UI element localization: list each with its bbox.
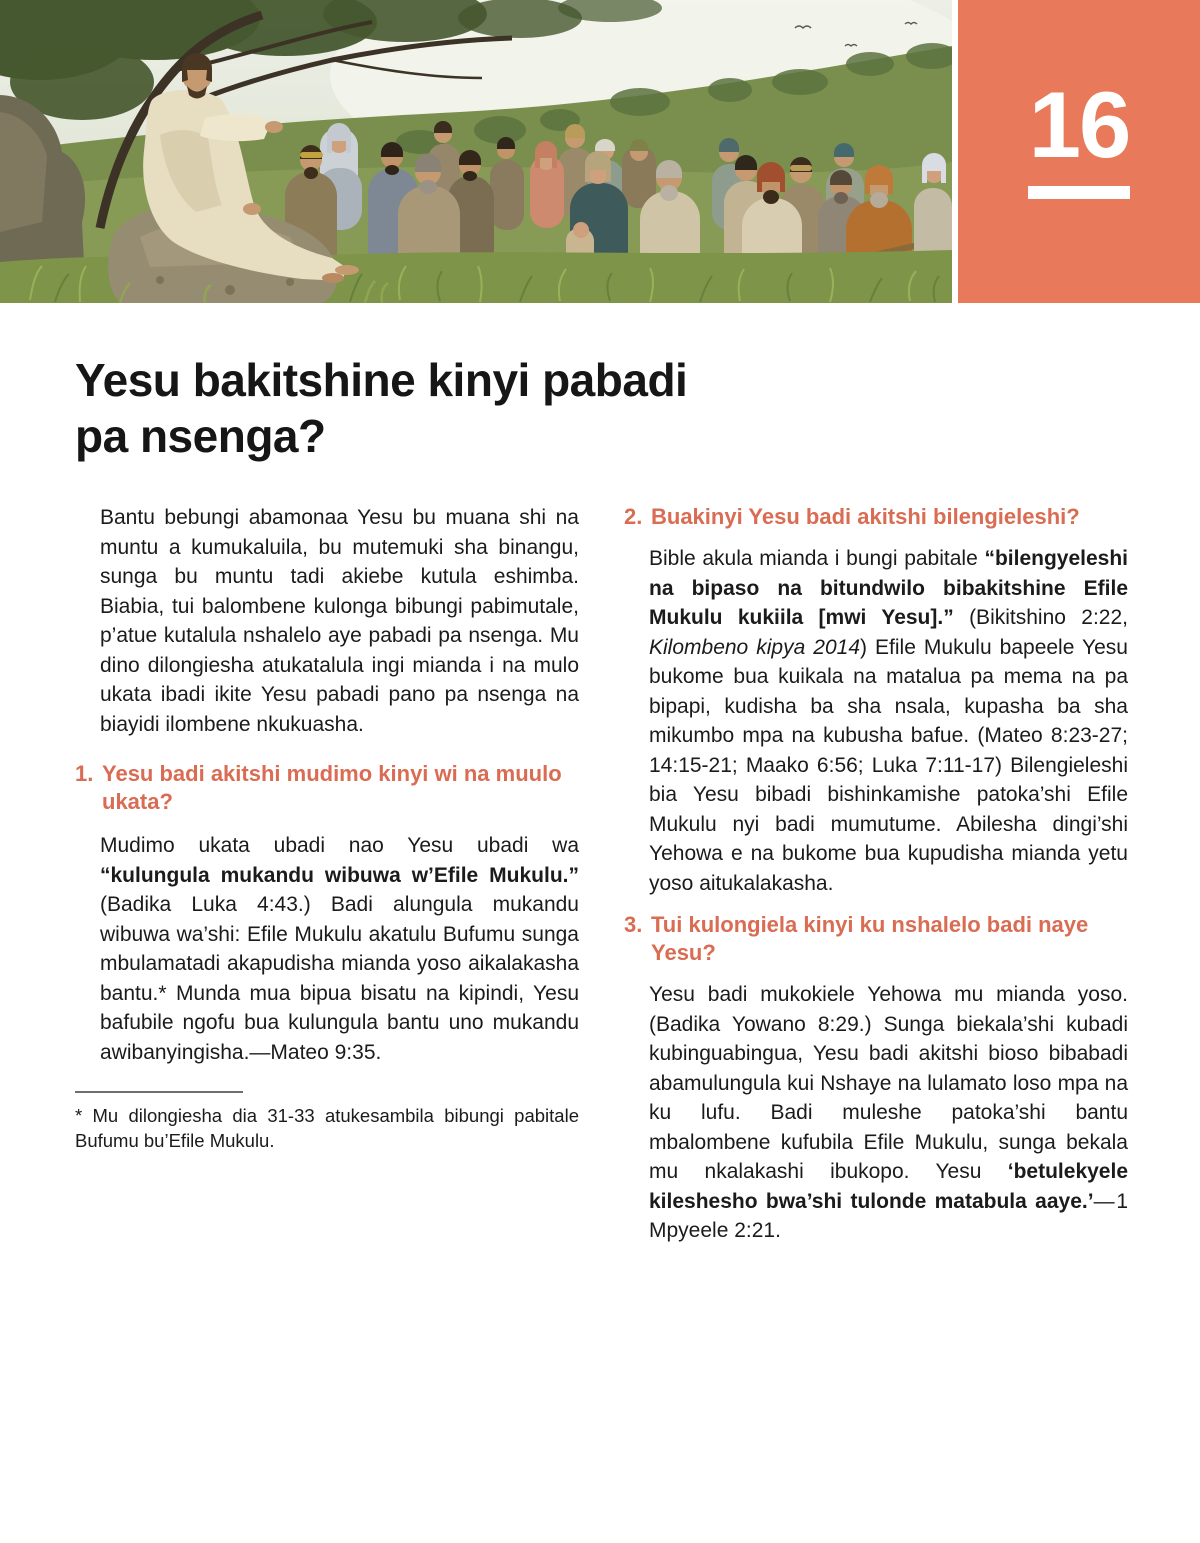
question-2-text: Buakinyi Yesu badi akitshi bilengieleshi? bbox=[651, 504, 1080, 529]
question-2-number: 2. bbox=[624, 504, 643, 529]
hero-photo-illustration bbox=[0, 0, 952, 303]
question-3-heading bbox=[624, 911, 1128, 967]
body-columns bbox=[75, 498, 1128, 1246]
question-2-heading bbox=[624, 503, 1128, 531]
footnote bbox=[75, 1091, 579, 1153]
right-column bbox=[624, 498, 1128, 1246]
question-3-number: 3. bbox=[624, 912, 643, 937]
intro-paragraph: Bantu bebungi abamonaa Yesu bu muana shi na muntu a kumukaluila, bu mutemuki sha binangu, sunga bu muntu tadi akiebe kutula eshimba. Biabia, tui balombene kulonga bibungi pabimutale, p’atue kutalula nshalelo aye pabadi pa nsenga. Mu dino dilongiesha atukatalula ingi mianda i na mulo ukata ibadi ikite Yesu pabadi pano pa nsenga na biayidi ilombene nkukuasha. bbox=[100, 506, 579, 736]
lesson-number-badge bbox=[958, 0, 1200, 303]
footnote-rule bbox=[75, 1091, 243, 1093]
hero-photo bbox=[0, 0, 952, 303]
hero-section bbox=[0, 0, 1200, 303]
question-1-heading bbox=[75, 760, 579, 816]
lesson-number-underline bbox=[1028, 186, 1130, 199]
page-title: Yesu bakitshine kinyi pabadi pa nsenga? bbox=[75, 354, 688, 462]
question-3-text: Tui kulongiela kinyi ku nshalelo badi naye Yesu? bbox=[651, 912, 1089, 965]
paragraph-3: Yesu badi mukokiele Yehowa mu mianda yoso. (Badika Yowano 8:29.) Sunga biekala’shi kubadi kubinguabingua, Yesu badi akitshi bioso bibabadi abamulungula kui Nshaye na lulamato loso mpa na ku lufu. Badi muleshe patoka’shi bantu mbalombene kufubila Efile Mukulu, sunga bekala mu nkalakashi ibukopo. Yesu ‘betulekyele kileshesho bwa’shi tulonde matabula aaye.’— 1 Mpyeele 2:21. bbox=[649, 983, 1128, 1242]
paragraph-1: Mudimo ukata ubadi nao Yesu ubadi wa “kulungula mukandu wibuwa w’Efile Mukulu.” (Badika Luka 4:43.) Badi alungula mukandu wibuwa wa’shi: Efile Mukulu akatulu Bufumu sunga mbulamatadi akapudisha mianda yoso aikalakasha bantu.* Munda mua bipua bisatu na kipindi, Yesu bafubile ngofu bua kulungula bantu uno mukandu awibanyingisha.—Mateo 9:35. bbox=[100, 834, 579, 1064]
question-1-number: 1. bbox=[75, 761, 94, 786]
paragraph-2: Bible akula mianda i bungi pabitale “bilengyeleshi na bipaso na bitundwilo bibakitshine Efile Mukulu kukiila [mwi Yesu].” (Bikitshino 2:22, Kilombeno kipya 2014) Efile Mukulu bapeele Yesu bukome bua kuikala na matalua pa mema na pa bipapi, kudisha ba sha nsala, kupasha ba sha mikumbo mpa na kubusha bafue. (Mateo 8:23-27; 14:15-21; Maako 6:56; Luka 7:11-17) Bilengieleshi bia Yesu bibadi bishinkamishe patoka’shi Efile Mukulu nyi badi mumutume. Abilesha dingi’shi Yehowa e na bukome bua kupudisha mianda yetu yoso aitukalakasha. bbox=[649, 547, 1128, 895]
lesson-number: 16 bbox=[1028, 72, 1130, 177]
left-column bbox=[75, 498, 579, 1246]
footnote-text: * Mu dilongiesha dia 31-33 atukesambila bibungi pabitale Bufumu bu’Efile Mukulu. bbox=[75, 1105, 579, 1151]
question-1-text: Yesu badi akitshi mudimo kinyi wi na muulo ukata? bbox=[102, 761, 562, 814]
